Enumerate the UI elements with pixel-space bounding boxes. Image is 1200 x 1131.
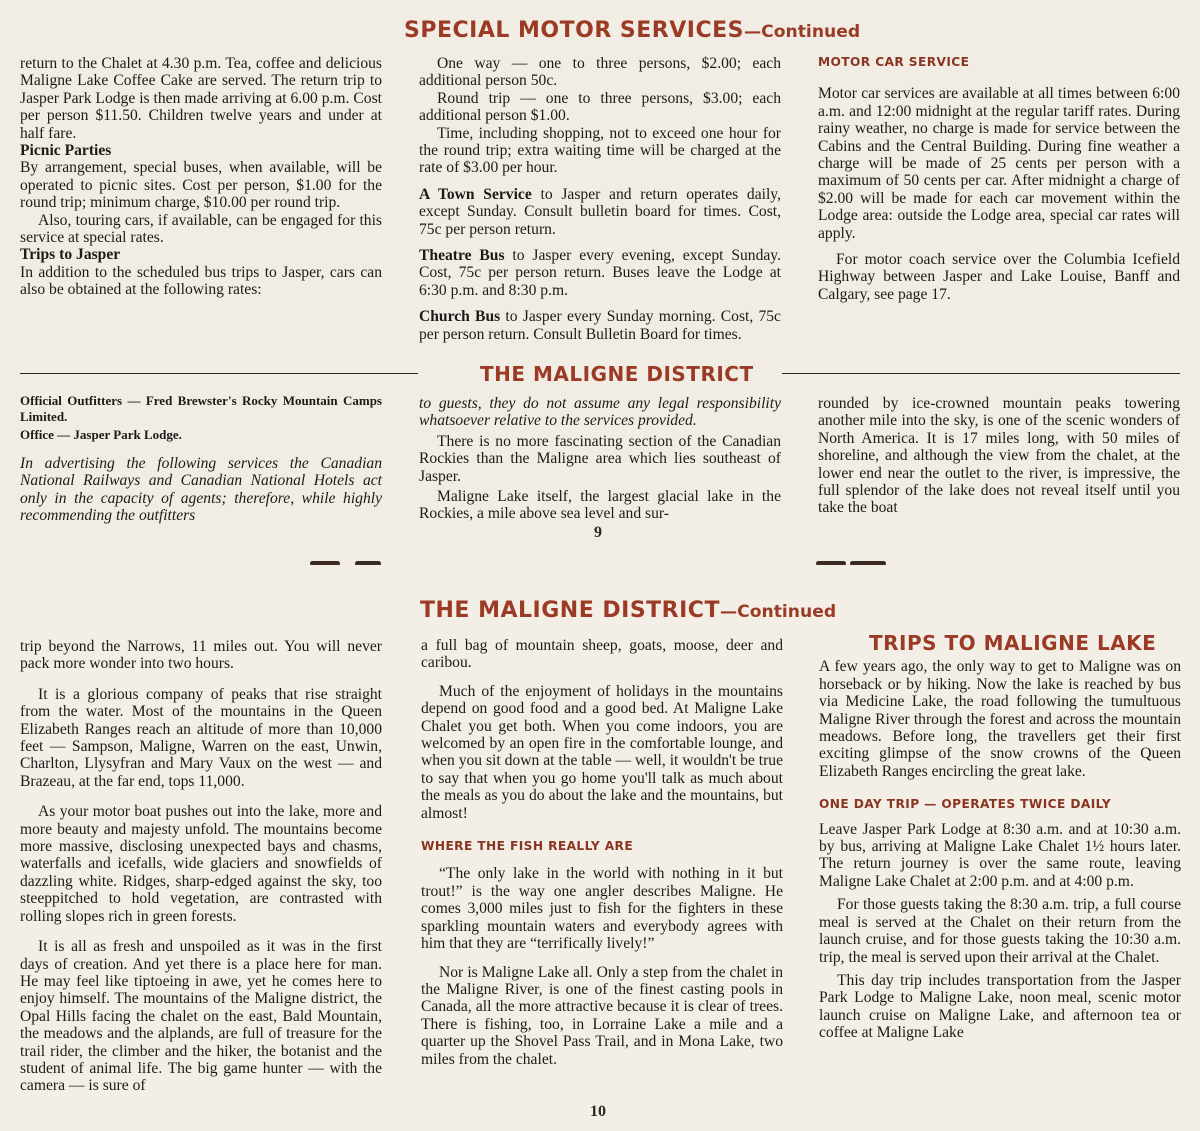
subheading-trips-to-jasper: Trips to Jasper [20,246,121,264]
heading-text: SPECIAL MOTOR SERVICES [404,18,744,43]
paragraph: It is a glorious company of peaks that rise straight from the water. Most of the mountains in the Queen Elizabeth Ranges reach an altitude of more than 10,000 feet — Sampson, Maligne, Warren on the east, Unwin, Charlton, Llysyfran and Mary Vaux on the west — and Brazeau, at the far end, tops 11,000. [20,685,382,790]
subheading-picnic-parties: Picnic Parties [20,142,112,160]
section-heading-trips-to-maligne-lake: TRIPS TO MALIGNE LAKE [869,631,1157,655]
subheading-motor-car-service: MOTOR CAR SERVICE [818,55,970,69]
paragraph: In addition to the scheduled bus trips to Jasper, cars can also be obtained at the following rates: [20,263,382,299]
paragraph: Leave Jasper Park Lodge at 8:30 a.m. and at 10:30 a.m. by bus, arriving at Maligne Lake Chalet 1½ hours later. The return journey is over the same route, leaving Maligne Lake Chalet at 2:00 p.m. and at 4:00 p.m. [819,820,1181,890]
subheading-one-day-trip: ONE DAY TRIP — OPERATES TWICE DAILY [819,797,1112,812]
bottom-column-1 [20,638,382,1095]
paragraph: There is no more fascinating section of the Canadian Rockies than the Maligne area which lies southeast of Jasper. [419,432,781,485]
paragraph: As your motor boat pushes out into the lake, more and more beauty and majesty unfold. The mountains become more massive, disclosing unexpected bays and chasms, waterfalls and icefalls, wide glaciers and snowfields of dazzling white. Ridges, sharp-edged against the sky, too steeppitched to hold vegetation, are contrasted with rolling slopes rich in green forests. [20,803,382,925]
lead-text: Church Bus [419,308,501,326]
bottom-column-2 [421,637,783,1068]
page-number-9: 9 [594,524,602,541]
office-line: Office — Jasper Park Lodge. [20,427,182,442]
paragraph: This day trip includes transportation from the Jasper Park Lodge to Maligne Lake, noon meal, scenic motor launch cruise on Maligne Lake, and afternoon tea or coffee at Maligne Lake [819,971,1181,1042]
paragraph: Motor car services are available at all times between 6:00 a.m. and 12:00 midnight at the regular tariff rates. During rainy weather, no charge is made for service between the Cabins and the Central Building. During fine weather a charge will be made of 25 cents per person with a maximum of 50 cents per car. After midnight a charge of $2.00 will be made for each car movement within the Lodge area: outside the Lodge area, special car rates will apply. [818,85,1180,242]
paragraph-church-bus [419,308,781,343]
paragraph: For motor coach service over the Columbia Icefield Highway between Jasper and Lake Louise, Banff and Calgary, see page 17. [818,251,1180,303]
paragraph: Time, including shopping, not to exceed one hour for the round trip; extra waiting time will be charged at the rate of $3.00 per hour. [419,124,781,177]
paragraph: A few years ago, the only way to get to Maligne was on horseback or by hiking. Now the lake is reached by bus via Medicine Lake, the road following the tumultuous Maligne River through the forest and across the mountain meadows. Before long, the travellers get their first exciting glimpse of the snow crowns of the Queen Elizabeth Ranges encircling the great lake. [819,658,1181,780]
paragraph-town-service [419,186,781,238]
divider-left [20,373,418,374]
section-heading-maligne-district: THE MALIGNE DISTRICT [480,362,754,386]
top-column-4 [20,393,382,525]
paragraph: Maligne Lake itself, the largest glacial lake in the Rockies, a mile above sea level and sur- [419,488,781,523]
paragraph: One way — one to three persons, $2.00; each additional person 50c. [419,55,781,90]
page-10 [0,565,1200,1131]
paragraph: trip beyond the Narrows, 11 miles out. You will never pack more wonder into two hours. [20,638,382,673]
subheading-where-the-fish-really-are: WHERE THE FISH REALLY ARE [421,839,634,854]
body-text: to Jasper every evening, except Sunday. Cost, 75c per person return. Buses leave the Lodge at 6:30 p.m. and 8:30 p.m. [419,247,781,299]
paragraph: It is all as fresh and unspoiled as it was in the first days of creation. And yet there is a place here for man. He may feel like tiptoeing in awe, yet he comes here to enjoy himself. The mountains of the Maligne district, the Opal Hills facing the chalet on the east, Bald Mountain, the meadows and the alplands, are full of treasure for the trail rider, the climber and the hiker, the botanist and the student of animal life. The big game hunter — with the camera — is sure of [20,938,382,1095]
lead-text: Theatre Bus [419,247,505,265]
heading-text: THE MALIGNE DISTRICT [420,598,720,623]
body-text: to Jasper and return operates daily, except Sunday. Consult bulletin board for times. Cost, 75c per person return. [419,185,781,238]
paragraph: rounded by ice-crowned mountain peaks towering another mile into the sky, is one of the scenic wonders of North America. It is 17 miles long, with 50 miles of shoreline, and although the view from the chalet, at the lower end near the outlet to the river, is impressive, the full splendor of the lake does not reveal itself until you take the boat [818,395,1180,517]
top-column-3 [818,48,1180,303]
disclaimer-italic-cont: to guests, they do not assume any legal responsibility whatsoever relative to the services provided. [419,395,781,430]
page-heading-maligne-district-continued [420,598,836,623]
outfitters-line: Official Outfitters — Fred Brewster's Rocky Mountain Camps Limited. [20,393,382,424]
paragraph: Much of the enjoyment of holidays in the mountains depend on good food and a good bed. At Maligne Lake Chalet you get both. When you come indoors, you are welcomed by an open fire in the comfortable lounge, and when you sit down at the table — well, it wouldn't be true to say that when you go home you'll talk as much about the meals as you do about the lake and the mountains, but almost! [421,682,783,822]
paragraph: a full bag of mountain sheep, goats, moose, deer and caribou. [421,637,783,672]
paragraph: Nor is Maligne Lake all. Only a step from the chalet in the Maligne River, is one of the finest casting pools in Canada, all the more attractive because it is clear of trees. There is fishing, too, in Lorraine Lake a mile and a quarter up the Shovel Pass Trail, and in Mona Lake, two miles from the chalet. [421,963,783,1068]
top-column-2 [419,55,781,343]
heading-continued: —Continued [743,22,861,42]
paragraph-theatre-bus [419,247,781,299]
lead-text: A Town Service [419,185,532,203]
paragraph: return to the Chalet at 4.30 p.m. Tea, coffee and delicious Maligne Lake Coffee Cake are served. The return trip to Jasper Park Lodge is then made arriving at 6.00 p.m. Cost per person $11.50. Children twelve years and under at half fare. [20,55,382,142]
paragraph: “The only lake in the world with nothing in it but trout!” is the way one angler describes Maligne. He comes 3,000 miles just to fish for the fighters in these sparkling mountain waters and everybody agrees with him that they are “terrifically lively!” [421,865,783,953]
page-number-10: 10 [590,1103,606,1120]
divider-right [782,373,1180,374]
disclaimer-italic: In advertising the following services the Canadian National Railways and Canadian National Hotels act only in the capacity of agents; therefore, while highly recommending the outfitters [20,455,382,525]
paragraph: Also, touring cars, if available, can be engaged for this service at special rates. [20,211,382,247]
page-heading-special-motor-services [404,18,860,43]
top-column-5 [419,395,781,523]
top-column-6 [818,395,1180,517]
heading-continued: —Continued [719,602,837,622]
body-text: to Jasper every Sunday morning. Cost, 75c per person return. Consult Bulletin Board for times. [419,308,781,343]
paragraph: Round trip — one to three persons, $3.00; each additional person $1.00. [419,89,781,125]
paragraph: By arrangement, special buses, when available, will be operated to picnic sites. Cost per person, $1.00 for the round trip; minimum charge, $10.00 per round trip. [20,159,382,212]
page-9 [0,0,1200,565]
paragraph: For those guests taking the 8:30 a.m. trip, a full course meal is served at the Chalet on their return from the launch cruise, and for those guests taking the 10:30 a.m. trip, the meal is served upon their arrival at the Chalet. [819,896,1181,966]
bottom-column-3 [819,631,1181,1042]
top-column-1 [20,55,382,299]
